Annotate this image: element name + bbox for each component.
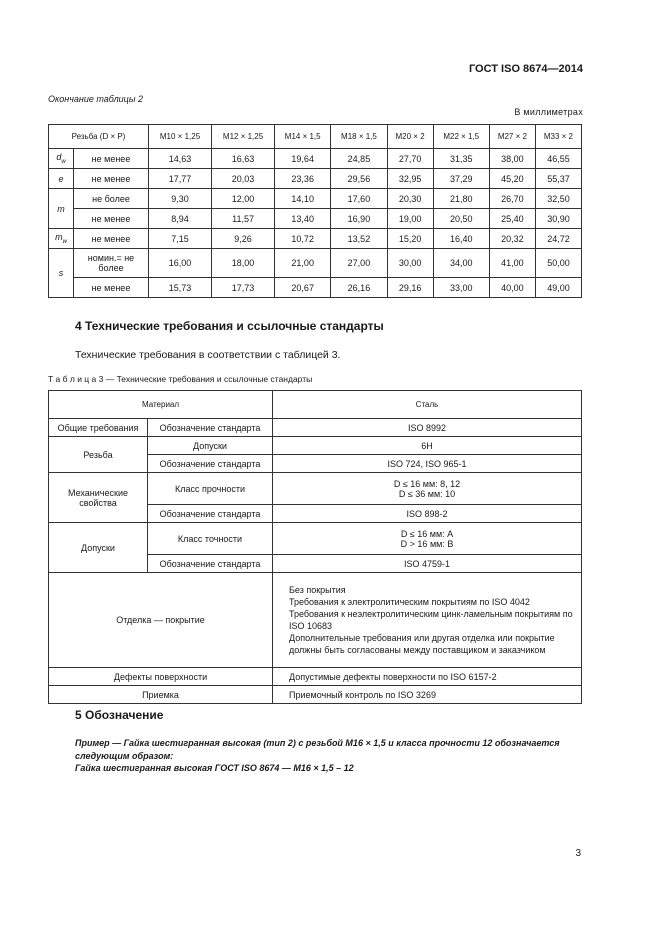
table-row — [49, 169, 582, 189]
value-cell: 26,70 — [489, 189, 535, 209]
dimensions-table — [48, 124, 582, 298]
table-row — [49, 189, 582, 209]
value-cell: 24,72 — [535, 229, 581, 249]
row-label: Дефекты поверхности — [49, 668, 273, 686]
size-header: M33 × 2 — [535, 125, 581, 149]
section-5-heading: 5 Обозначение — [75, 708, 164, 722]
value-cell: 46,55 — [535, 149, 581, 169]
value-cell: 16,00 — [149, 249, 212, 278]
thread-header: Резьба (D × P) — [49, 125, 149, 149]
table-3-caption: Т а б л и ц а 3 — Технические требования и ссылочные стандарты — [48, 374, 313, 384]
value-cell: 40,00 — [489, 278, 535, 298]
row-value: Допустимые дефекты поверхности по ISO 6157-2 — [273, 668, 582, 686]
table-row — [49, 473, 582, 505]
value-cell: 16,90 — [331, 209, 387, 229]
value-cell: 26,16 — [331, 278, 387, 298]
value-cell: 10,72 — [275, 229, 331, 249]
condition-cell: не более — [74, 189, 149, 209]
value-cell: 18,00 — [212, 249, 275, 278]
value-cell: 19,00 — [387, 209, 433, 229]
row-value: ISO 8992 — [273, 419, 582, 437]
value-cell: 25,40 — [489, 209, 535, 229]
value-cell: 34,00 — [433, 249, 489, 278]
value-cell: 17,60 — [331, 189, 387, 209]
value-cell: 12,00 — [212, 189, 275, 209]
value-cell: 49,00 — [535, 278, 581, 298]
row-label: Допуски — [49, 523, 148, 573]
table-header-row — [49, 125, 582, 149]
value-cell: 13,40 — [275, 209, 331, 229]
condition-cell: не менее — [74, 209, 149, 229]
symbol-mw: $m_w$ — [49, 229, 74, 249]
section-4-paragraph: Технические требования в соответствии с таблицей 3. — [75, 349, 341, 361]
condition-cell: номин.= не более — [74, 249, 149, 278]
table-row — [49, 686, 582, 704]
row-value: 6H — [273, 437, 582, 455]
symbol-s: s — [49, 249, 74, 298]
value-cell: 55,37 — [535, 169, 581, 189]
value-cell: 14,10 — [275, 189, 331, 209]
document-header: ГОСТ ISO 8674—2014 — [468, 63, 583, 75]
symbol-e: e — [49, 169, 74, 189]
section-4-heading: 4 Технические требования и ссылочные стандарты — [75, 319, 384, 333]
value-cell: 20,50 — [433, 209, 489, 229]
value-cell: 50,00 — [535, 249, 581, 278]
value-cell: 20,30 — [387, 189, 433, 209]
value-cell: 21,80 — [433, 189, 489, 209]
row-label: Приемка — [49, 686, 273, 704]
value-cell: 13,52 — [331, 229, 387, 249]
size-header: M12 × 1,25 — [212, 125, 275, 149]
steel-header: Сталь — [273, 391, 582, 419]
size-header: M27 × 2 — [489, 125, 535, 149]
size-header: M10 × 1,25 — [149, 125, 212, 149]
value-cell: 11,57 — [212, 209, 275, 229]
value-cell: 20,03 — [212, 169, 275, 189]
table-row — [49, 668, 582, 686]
requirements-table — [48, 390, 582, 704]
value-cell: 9,30 — [149, 189, 212, 209]
table-row — [49, 278, 582, 298]
table-row — [49, 229, 582, 249]
value-cell: 30,00 — [387, 249, 433, 278]
value-cell: 38,00 — [489, 149, 535, 169]
value-cell: 15,20 — [387, 229, 433, 249]
value-cell: 23,36 — [275, 169, 331, 189]
value-cell: 29,16 — [387, 278, 433, 298]
table-header-row — [49, 391, 582, 419]
designation-text: Гайка шестигранная высокая ГОСТ ISO 8674 — M16 × 1,5 – 12 — [75, 763, 354, 773]
value-cell: 16,40 — [433, 229, 489, 249]
table-row — [49, 419, 582, 437]
row-sublabel: Обозначение стандарта — [148, 505, 273, 523]
value-cell: 27,00 — [331, 249, 387, 278]
row-label: Резьба — [49, 437, 148, 473]
value-cell: 41,00 — [489, 249, 535, 278]
value-cell: 14,63 — [149, 149, 212, 169]
row-value: Без покрытия Требования к электролитическим покрытиям по ISO 4042 Требования к неэлектролитическим цинк-ламельным покрытиям по ISO 10683 Дополнительные требования или другая отделка или покрытие должны быть согласованы между поставщиком и заказчиком — [273, 573, 582, 668]
row-label: Механические свойства — [49, 473, 148, 523]
condition-cell: не менее — [74, 278, 149, 298]
size-header: M22 × 1,5 — [433, 125, 489, 149]
row-value: D ≤ 16 мм: A D > 16 мм: B — [273, 523, 582, 555]
row-sublabel: Обозначение стандарта — [148, 455, 273, 473]
material-header: Материал — [49, 391, 273, 419]
value-cell: 15,73 — [149, 278, 212, 298]
value-cell: 45,20 — [489, 169, 535, 189]
table-row — [49, 149, 582, 169]
value-cell: 7,15 — [149, 229, 212, 249]
condition-cell: не менее — [74, 169, 149, 189]
row-value: ISO 724, ISO 965-1 — [273, 455, 582, 473]
value-cell: 19,64 — [275, 149, 331, 169]
value-cell: 8,94 — [149, 209, 212, 229]
table-row — [49, 523, 582, 555]
value-cell: 37,29 — [433, 169, 489, 189]
table-row — [49, 209, 582, 229]
row-value: D ≤ 16 мм: 8, 12 D ≤ 36 мм: 10 — [273, 473, 582, 505]
example-text: Пример — Гайка шестигранная высокая (тип 2) с резьбой M16 × 1,5 и класса прочности 12 обозначается следующим образом: — [75, 738, 560, 761]
value-cell: 20,32 — [489, 229, 535, 249]
table-row — [49, 573, 582, 668]
value-cell: 20,67 — [275, 278, 331, 298]
value-cell: 32,95 — [387, 169, 433, 189]
symbol-m: m — [49, 189, 74, 229]
condition-cell: не менее — [74, 149, 149, 169]
row-sublabel: Допуски — [148, 437, 273, 455]
value-cell: 9,26 — [212, 229, 275, 249]
table-row — [49, 437, 582, 455]
page-number: 3 — [575, 848, 581, 859]
value-cell: 29,56 — [331, 169, 387, 189]
value-cell: 33,00 — [433, 278, 489, 298]
value-cell: 16,63 — [212, 149, 275, 169]
value-cell: 21,00 — [275, 249, 331, 278]
value-cell: 31,35 — [433, 149, 489, 169]
value-cell: 27,70 — [387, 149, 433, 169]
size-header: M18 × 1,5 — [331, 125, 387, 149]
value-cell: 30,90 — [535, 209, 581, 229]
row-sublabel: Обозначение стандарта — [148, 555, 273, 573]
row-label: Отделка — покрытие — [49, 573, 273, 668]
value-cell: 32,50 — [535, 189, 581, 209]
row-sublabel: Обозначение стандарта — [148, 419, 273, 437]
row-value: Приемочный контроль по ISO 3269 — [273, 686, 582, 704]
row-sublabel: Класс прочности — [148, 473, 273, 505]
size-header: M20 × 2 — [387, 125, 433, 149]
row-value: ISO 898-2 — [273, 505, 582, 523]
row-label: Общие требования — [49, 419, 148, 437]
table-row — [49, 249, 582, 278]
condition-cell: не менее — [74, 229, 149, 249]
value-cell: 17,77 — [149, 169, 212, 189]
row-value: ISO 4759-1 — [273, 555, 582, 573]
table-continuation-label: Окончание таблицы 2 — [48, 94, 143, 104]
size-header: M14 × 1,5 — [275, 125, 331, 149]
row-sublabel: Класс точности — [148, 523, 273, 555]
symbol-dw: $d_w$ — [49, 149, 74, 169]
value-cell: 17,73 — [212, 278, 275, 298]
value-cell: 24,85 — [331, 149, 387, 169]
units-label: В миллиметрах — [514, 107, 583, 117]
